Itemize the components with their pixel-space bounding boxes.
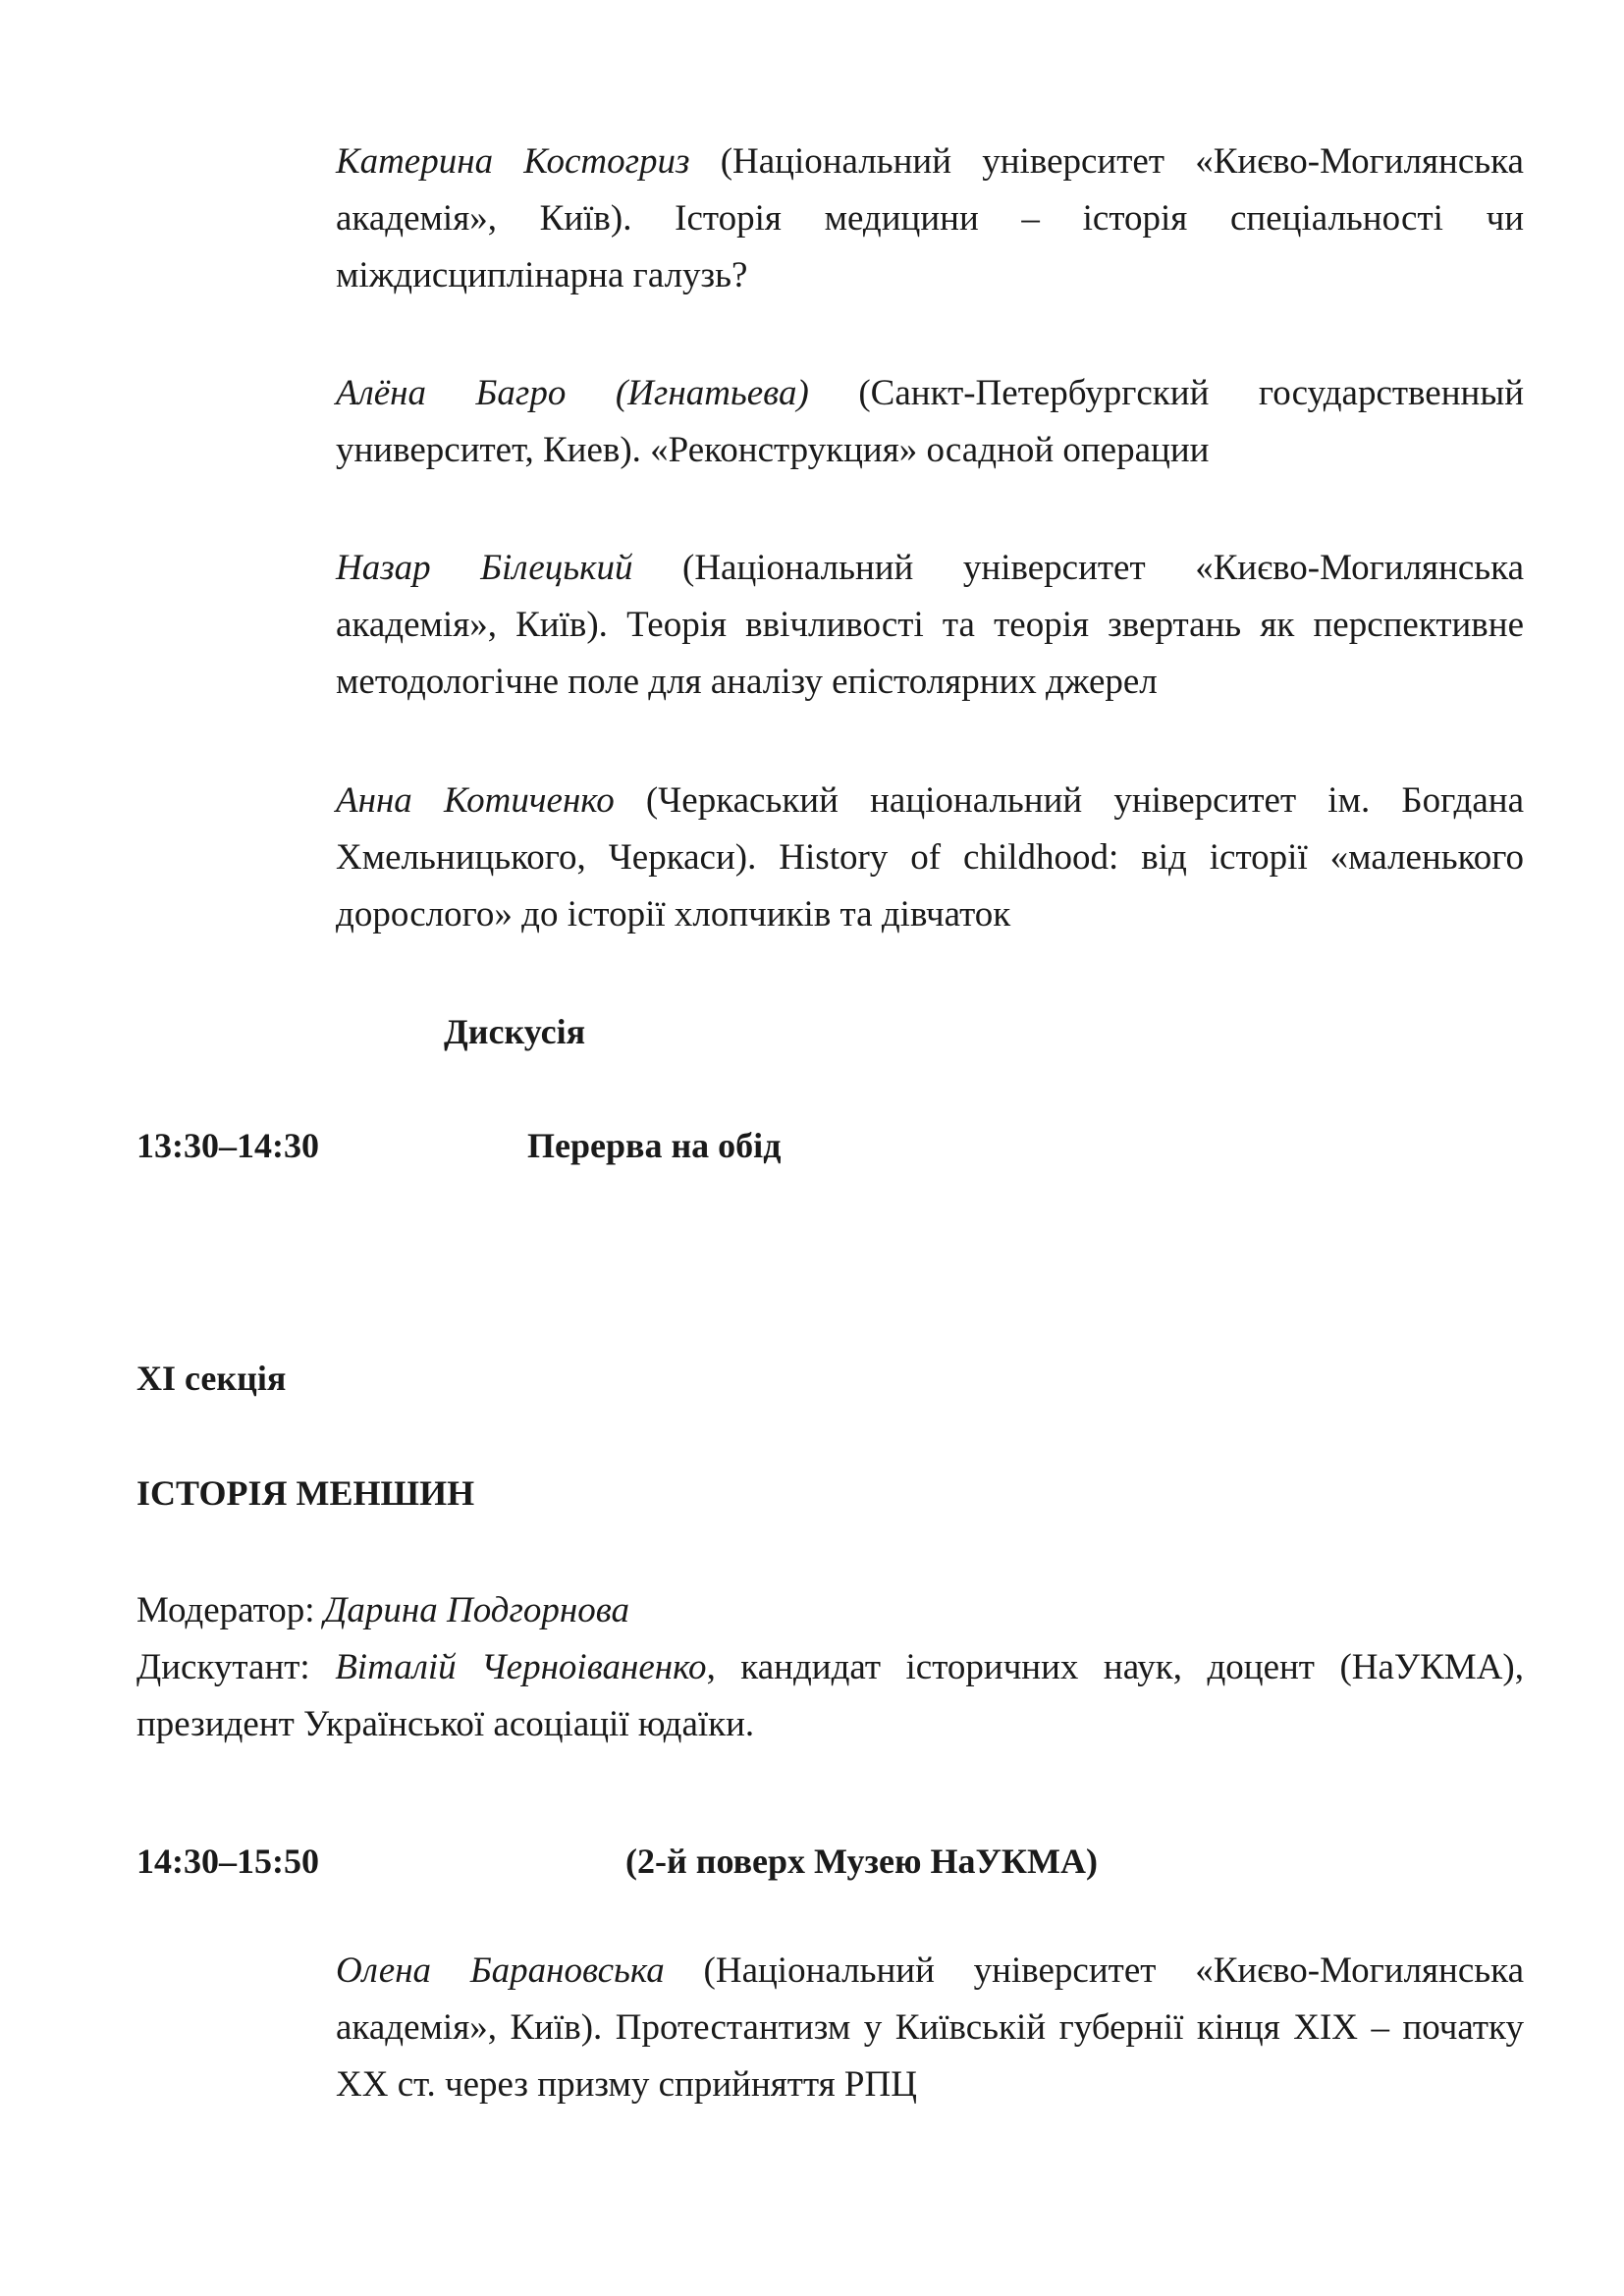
discussant-line <box>136 1639 1524 1753</box>
session-location: (2-й поверх Музею НаУКМА) <box>625 1842 1098 1881</box>
presentation-entry-5 <box>336 1943 1524 2113</box>
presentation-details: (Національний університет «Києво-Могилянська академія», Київ). Історія медицини – історія спеціальності чи міждисциплінарна галузь? <box>336 141 1524 295</box>
discussant-name: Віталій Черноіваненко <box>335 1647 707 1687</box>
moderator-name: Дарина Подгорнова <box>323 1590 630 1630</box>
discussant-label: Дискутант: <box>136 1647 336 1687</box>
presentation-details: (Черкаський національний університет ім. Богдана Хмельницького, Черкаси). History of childhood: від історії «маленького дорослого» до історії хлопчиків та дівчаток <box>336 780 1524 934</box>
presentation-entry-1 <box>336 133 1524 304</box>
presentation-entry-4 <box>336 773 1524 943</box>
discussion-heading: Дискусія <box>444 1012 586 1051</box>
moderator-label: Модератор: <box>136 1590 324 1630</box>
presentation-details: (Національний університет «Києво-Могилянська академія», Київ). Теорія ввічливості та теорія звертань як перспективне методологічне поле для аналізу епістолярних джерел <box>336 548 1524 702</box>
section-number: XI секція <box>136 1359 287 1398</box>
presenter-name: Назар Білецький <box>336 548 633 588</box>
presenter-name: Анна Котиченко <box>336 780 615 821</box>
section-title: ІСТОРІЯ МЕНШИН <box>136 1473 475 1513</box>
session-time: 14:30–15:50 <box>136 1842 319 1881</box>
presenter-name: Олена Барановська <box>336 1950 665 1991</box>
discussant-details: , кандидат історичних наук, доцент (НаУКМА), президент Української асоціації юдаїки. <box>136 1647 1524 1744</box>
presentation-entry-2 <box>336 365 1524 479</box>
break-label: Перерва на обід <box>527 1126 782 1165</box>
presentation-entry-3 <box>336 540 1524 711</box>
presentation-details: (Національний університет «Києво-Могилянська академія», Київ). Протестантизм у Київській губернії кінця XIX – початку XX ст. через призму сприйняття РПЦ <box>336 1950 1524 2105</box>
presentation-details: (Санкт-Петербургский государственный университет, Киев). «Реконструкция» осадной операции <box>336 373 1524 470</box>
presenter-name: Алёна Багро (Игнатьева) <box>336 373 809 413</box>
moderator-line <box>136 1582 629 1639</box>
presenter-name: Катерина Костогриз <box>336 141 690 182</box>
break-time: 13:30–14:30 <box>136 1126 319 1165</box>
